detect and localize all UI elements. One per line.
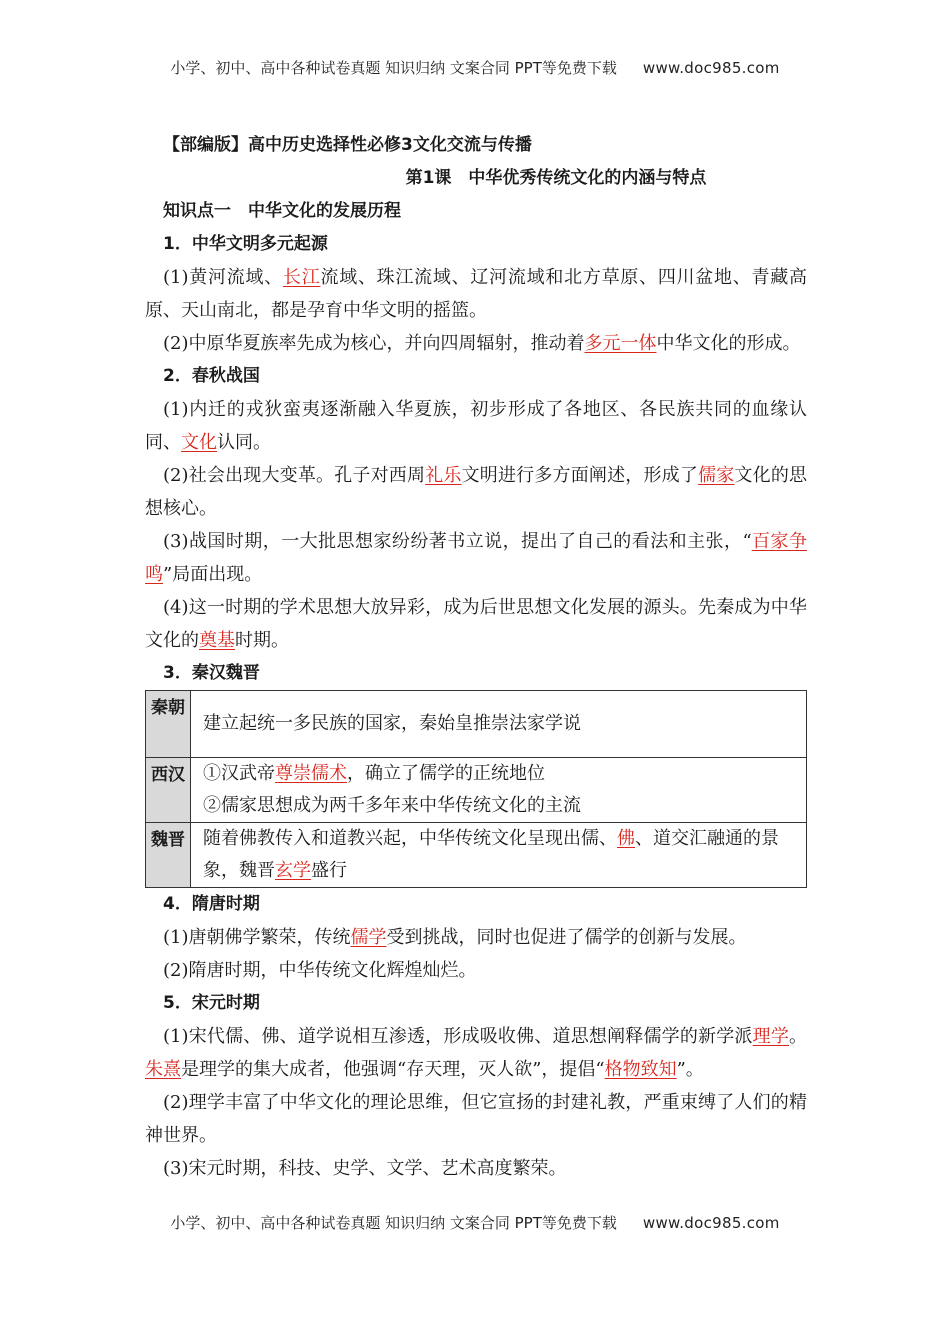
table-row bbox=[146, 691, 807, 758]
key-term: 理学 bbox=[752, 1026, 790, 1047]
banner-text: 小学、初中、高中各种试卷真题 知识归纳 文案合同 PPT等免费下载 bbox=[170, 1214, 617, 1232]
paragraph: (1)内迁的戎狄蛮夷逐渐融入华夏族，初步形成了各地区、各民族共同的血缘认同、文化认同。 bbox=[145, 399, 807, 453]
section-title: 5．宋元时期 bbox=[163, 993, 260, 1013]
key-term: 多元一体 bbox=[584, 333, 657, 354]
section-title: 3．秦汉魏晋 bbox=[163, 663, 260, 683]
key-term: 儒家 bbox=[698, 465, 735, 486]
paragraph: (1)黄河流域、长江流域、珠江流域、辽河流域和北方草原、四川盆地、青藏高原、天山南北，都是孕育中华文明的摇篮。 bbox=[145, 267, 808, 321]
paragraph: (1)宋代儒、佛、道学说相互渗透，形成吸收佛、道思想阐释儒学的新学派理学。朱熹是理学的集大成者，他强调“存天理，灭人欲”，提倡“格物致知”。 bbox=[145, 1026, 808, 1080]
key-term: 朱熹 bbox=[145, 1059, 181, 1080]
key-term: 文化 bbox=[181, 432, 217, 453]
paragraph: (2)社会出现大变革。孔子对西周礼乐文明进行多方面阐述，形成了儒家文化的思想核心。 bbox=[145, 465, 808, 519]
banner-url[interactable]: www.doc985.com bbox=[642, 59, 780, 77]
key-term: 儒学 bbox=[350, 927, 387, 948]
key-term: 格物致知 bbox=[604, 1059, 677, 1080]
series-title: 【部编版】高中历史选择性必修3文化交流与传播 bbox=[163, 135, 532, 155]
era-table bbox=[145, 690, 807, 888]
paragraph: (4)这一时期的学术思想大放异彩，成为后世思想文化发展的源头。先秦成为中华文化的奠基时期。 bbox=[145, 597, 807, 651]
lesson-title: 第1课 中华优秀传统文化的内涵与特点 bbox=[405, 168, 707, 188]
table-row bbox=[146, 758, 807, 823]
era-desc-cell: ①汉武帝尊崇儒术，确立了儒学的正统地位 ②儒家思想成为两千多年来中华传统文化的主流 bbox=[191, 758, 807, 823]
key-term: 百家争鸣 bbox=[145, 531, 808, 585]
section-title: 2．春秋战国 bbox=[163, 366, 260, 386]
section-title: 1．中华文明多元起源 bbox=[163, 234, 328, 254]
footer-banner bbox=[0, 1212, 950, 1233]
paragraph: (3)宋元时期，科技、史学、文学、艺术高度繁荣。 bbox=[163, 1158, 567, 1179]
paragraph: (1)唐朝佛学繁荣，传统儒学受到挑战，同时也促进了儒学的创新与发展。 bbox=[163, 927, 747, 948]
era-name-cell: 魏晋 bbox=[146, 823, 191, 888]
key-term: 奠基 bbox=[199, 630, 235, 651]
section-title: 4．隋唐时期 bbox=[163, 894, 260, 914]
banner-text: 小学、初中、高中各种试卷真题 知识归纳 文案合同 PPT等免费下载 bbox=[170, 59, 617, 77]
era-desc-cell: 建立起统一多民族的国家，秦始皇推崇法家学说 bbox=[191, 691, 807, 758]
key-term: 礼乐 bbox=[425, 465, 462, 486]
table-row bbox=[146, 823, 807, 888]
key-term: 长江 bbox=[282, 267, 321, 288]
key-term: 玄学 bbox=[275, 860, 311, 881]
banner-url[interactable]: www.doc985.com bbox=[642, 1214, 780, 1232]
header-banner bbox=[0, 57, 950, 78]
key-term: 尊崇儒术 bbox=[275, 763, 347, 784]
paragraph: (3)战国时期，一大批思想家纷纷著书立说，提出了自己的看法和主张，“百家争鸣”局面出现。 bbox=[145, 531, 808, 585]
era-name-cell: 西汉 bbox=[146, 758, 191, 823]
paragraph: (2)隋唐时期，中华传统文化辉煌灿烂。 bbox=[163, 960, 477, 981]
paragraph: (2)中原华夏族率先成为核心，并向四周辐射，推动着多元一体中华文化的形成。 bbox=[163, 333, 801, 354]
era-desc-cell: 随着佛教传入和道教兴起，中华传统文化呈现出儒、佛、道交汇融通的景象，魏晋玄学盛行 bbox=[191, 823, 807, 888]
key-term: 佛 bbox=[617, 828, 635, 849]
document-body bbox=[145, 129, 807, 1185]
knowledge-point-title: 知识点一 中华文化的发展历程 bbox=[163, 201, 401, 221]
era-name-cell: 秦朝 bbox=[146, 691, 191, 758]
paragraph: (2)理学丰富了中华文化的理论思维，但它宣扬的封建礼教，严重束缚了人们的精神世界。 bbox=[145, 1092, 807, 1146]
